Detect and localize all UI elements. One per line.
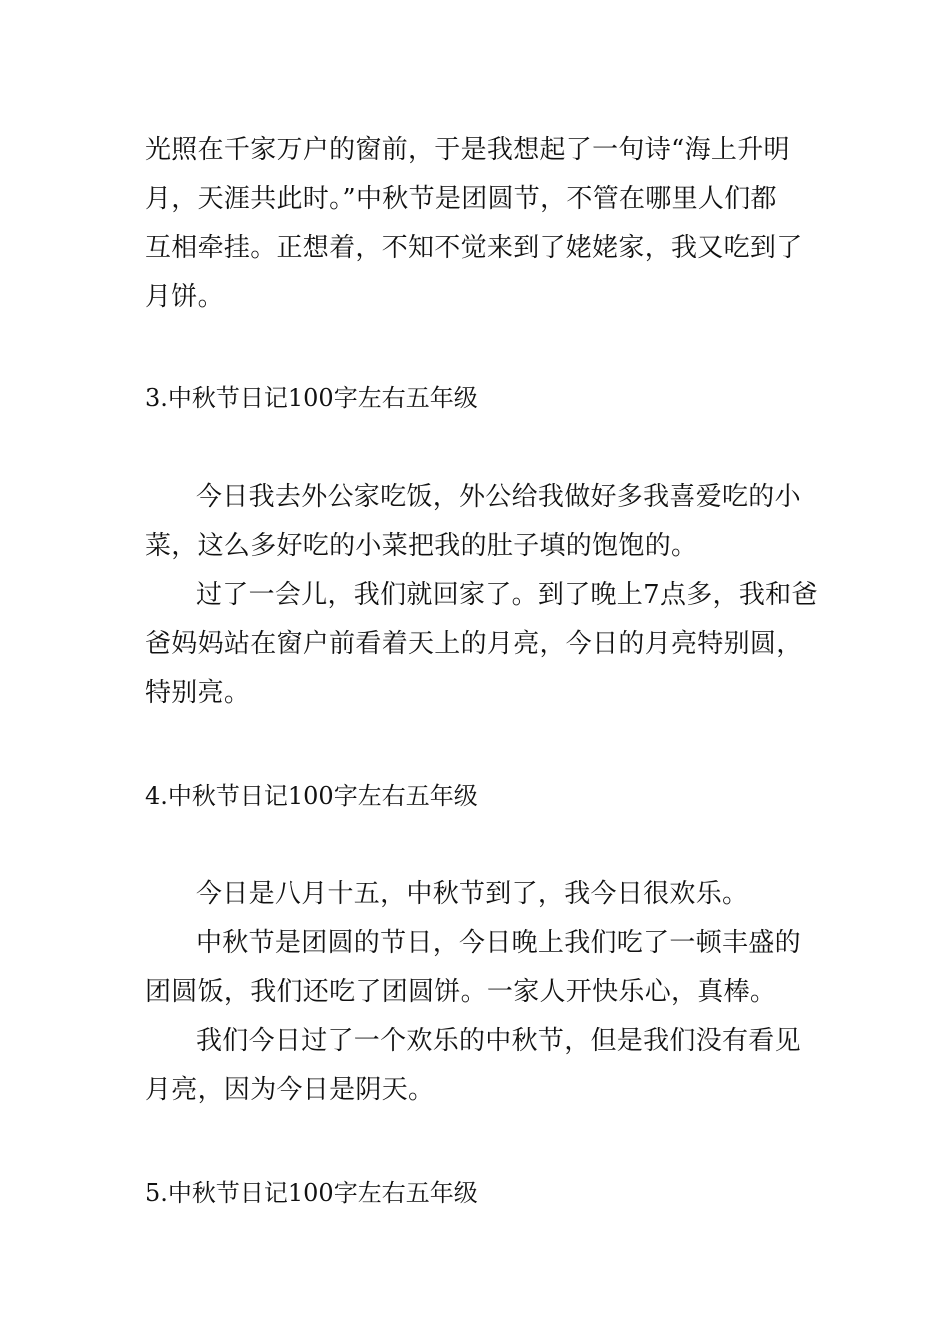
paragraph-line: 光照在千家万户的窗前，于是我想起了一句诗“海上升明 (145, 135, 790, 165)
paragraph-line: 月亮，因为今日是阴天。 (145, 1075, 435, 1105)
section-heading: 5.中秋节日记100字左右五年级 (145, 1179, 478, 1207)
paragraph-line: 我们今日过了一个欢乐的中秋节，但是我们没有看见 (196, 1026, 801, 1056)
section-heading: 4.中秋节日记100字左右五年级 (145, 782, 478, 810)
paragraph-line: 月，天涯共此时。”中秋节是团圆节，不管在哪里人们都 (145, 184, 777, 214)
paragraph-line: 过了一会儿，我们就回家了。到了晚上7点多，我和爸 (196, 580, 818, 610)
paragraph-line: 爸妈妈站在窗户前看着天上的月亮，今日的月亮特别圆， (145, 629, 803, 659)
section-heading: 3.中秋节日记100字左右五年级 (145, 384, 478, 412)
paragraph-line: 今日我去外公家吃饭，外公给我做好多我喜爱吃的小 (196, 482, 801, 512)
paragraph-line: 特别亮。 (145, 678, 251, 708)
paragraph-line: 互相牵挂。正想着，不知不觉来到了姥姥家，我又吃到了 (145, 233, 803, 263)
paragraph-line: 菜，这么多好吃的小菜把我的肚子填的饱饱的。 (145, 531, 698, 561)
paragraph-line: 团圆饭，我们还吃了团圆饼。一家人开快乐心，真棒。 (145, 977, 777, 1007)
paragraph-line: 今日是八月十五，中秋节到了，我今日很欢乐。 (196, 879, 749, 909)
paragraph-line: 中秋节是团圆的节日，今日晚上我们吃了一顿丰盛的 (196, 928, 801, 958)
paragraph-line: 月饼。 (145, 282, 224, 312)
